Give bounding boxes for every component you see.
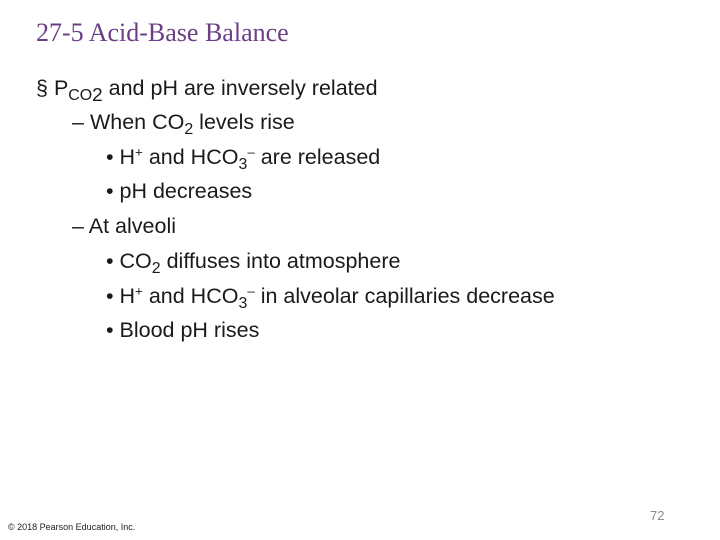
bullet-dot-icon: • [106,249,114,273]
bullet-text: At alveoli [88,214,177,238]
bullet-dot-icon: • [106,284,114,308]
sub-sub-bullet-h-released [106,144,381,174]
slide-title: 27-5 Acid-Base Balance [36,18,289,47]
dash-marker-icon: – [72,110,84,134]
bullet-dot-icon: • [106,179,114,203]
bullet-pco2-ph [36,76,378,107]
sub-sub-bullet-ph-decreases [106,181,252,203]
sub-sub-bullet-blood-ph-rises [106,320,259,342]
section-marker-icon: § [36,76,48,100]
bullet-dot-icon: • [106,145,114,169]
page-number: 72 [650,508,665,523]
sub-sub-bullet-h-decrease [106,283,555,313]
sub-bullet-alveoli [72,216,176,238]
bullet-text: H+ and $HCO_3^-$ are released [119,144,381,174]
bullet-text: Blood pH rises [119,318,260,342]
dash-marker-icon: – [72,214,84,238]
bullet-text: H+ and $HCO_3^-$ in alveolar capillaries decrease [119,283,555,313]
sub-sub-bullet-co2-diffuses [106,249,401,278]
bullet-text: pH decreases [119,179,253,203]
copyright-notice: © 2018 Pearson Education, Inc. [8,522,136,532]
bullet-text: $P_{CO}2$ and pH are inversely related [53,76,378,107]
bullet-text: $CO_2$ diffuses into atmosphere [119,249,401,278]
sub-bullet-co2-rise [72,110,295,139]
bullet-text: When $CO_2$ levels rise [89,110,295,139]
bullet-dot-icon: • [106,318,114,342]
